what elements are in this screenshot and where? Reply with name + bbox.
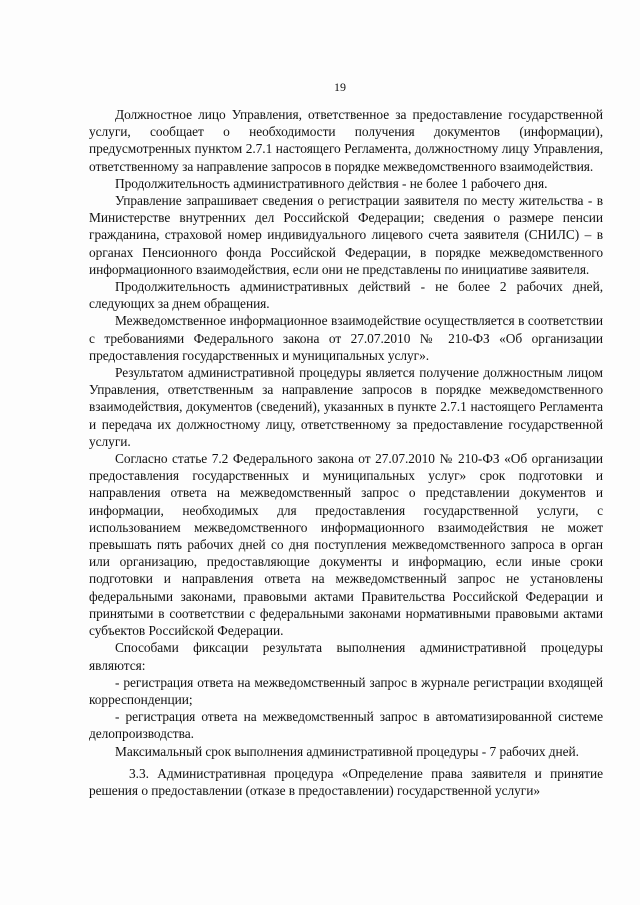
document-body xyxy=(89,104,603,799)
list-item-automated-registration: - регистрация ответа на межведомственный запрос в автоматизированной системе делопроизводства. xyxy=(89,709,603,742)
section-heading-3-3: 3.3. Административная процедура «Определение права заявителя и принятие решения о предоставлении (отказе в предоставлении) государственной услуги» xyxy=(89,765,603,798)
page-number: 19 xyxy=(334,80,346,94)
paragraph-request-info: Управление запрашивает сведения о регистрации заявителя по месту жительства - в Министерстве внутренних дел Российской Федерации; сведения о размере пенсии гражданина, страховой номер индивидуального лицевого счета заявителя (СНИЛС) – в органах Пенсионного фонда Российской Федерации, в порядке межведомственного информационного взаимодействия, если они не представлены по инициативе заявителя. xyxy=(89,193,603,277)
paragraph-result: Результатом административной процедуры является получение должностным лицом Управления, ответственным за направление запросов в порядке межведомственного взаимодействия, документов (сведений), указанных в пункте 2.7.1 настоящего Регламента и передача их должностному лицу, ответственному за предоставление государственной услуги. xyxy=(89,365,603,449)
paragraph-article-7-2: Согласно статье 7.2 Федерального закона от 27.07.2010 № 210-ФЗ «Об организации предоставления государственных и муниципальных услуг» срок подготовки и направления ответа на межведомственный запрос о представлении документов и информации, необходимых для предоставления государственной услуги, с использованием межведомственного информационного взаимодействия не может превышать пять рабочих дней со дня поступления межведомственного запроса в орган или организацию, предоставляющие документы и информацию, если иные сроки подготовки и направления ответа на межведомственный запрос не установлены федеральными законами, правовыми актами Правительства Российской Федерации и принятыми в соответствии с федеральными законами нормативными правовыми актами субъектов Российской Федерации. xyxy=(89,451,603,639)
paragraph-interaction-law: Межведомственное информационное взаимодействие осуществляется в соответствии с требованиями Федерального закона от 27.07.2010 № 210-ФЗ «Об организации предоставления государственных и муниципальных услуг». xyxy=(89,313,603,363)
paragraph-fixation-methods: Способами фиксации результата выполнения административной процедуры являются: xyxy=(89,640,603,673)
paragraph-duration-one-day: Продолжительность административного действия - не более 1 рабочего дня. xyxy=(115,175,548,191)
paragraph-max-duration: Максимальный срок выполнения административной процедуры - 7 рабочих дней. xyxy=(115,743,579,759)
list-item-journal-registration: - регистрация ответа на межведомственный запрос в журнале регистрации входящей корреспонденции; xyxy=(89,674,603,707)
paragraph-duration-two-days: Продолжительность административных действий - не более 2 рабочих дней, следующих за днем обращения. xyxy=(89,279,603,312)
paragraph-responsible-official: Должностное лицо Управления, ответственное за предоставление государственной услуги, сообщает о необходимости получения документов (информации), предусмотренных пунктом 2.7.1 настоящего Регламента, должностному лицу Управления, ответственному за направление запросов в порядке межведомственного взаимодействия. xyxy=(89,107,603,174)
